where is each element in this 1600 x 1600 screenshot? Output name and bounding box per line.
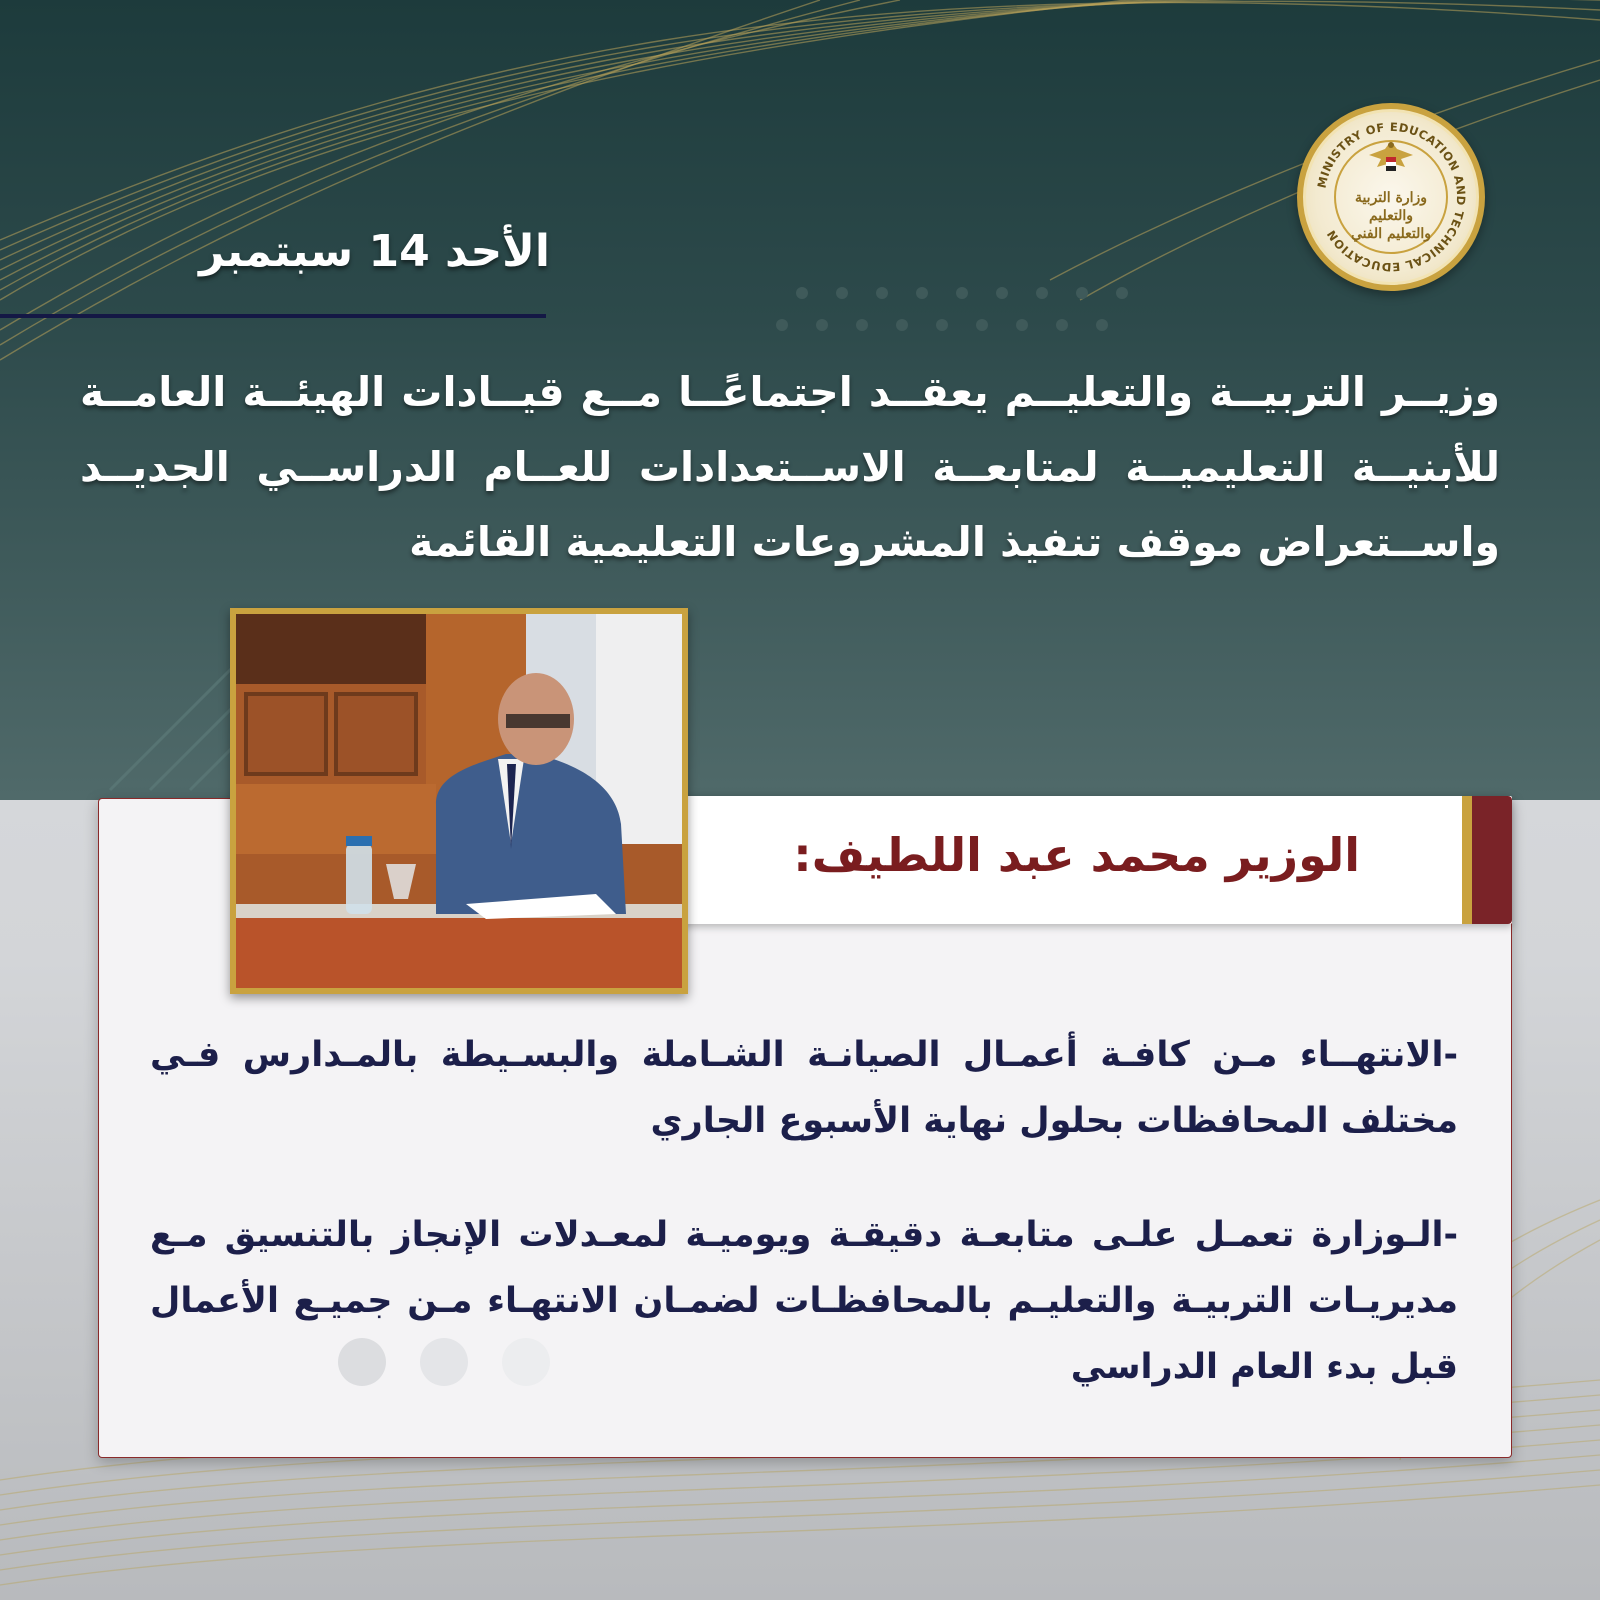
minister-photo-frame bbox=[230, 608, 688, 994]
seal-arabic-text: وزارة التربية والتعليم والتعليم الفني bbox=[1350, 190, 1432, 242]
eagle-emblem-icon bbox=[1369, 141, 1413, 171]
seal-english-text: MINISTRY OF EDUCATION AND TECHNICAL EDUCATION bbox=[1314, 119, 1469, 275]
date-underline bbox=[0, 314, 546, 318]
headline: وزيــر التربيــة والتعليــم يعقــد اجتماعًــا مــع قيــادات الهيئــة العامــة للأبنيــة التعليميــة لمتابعــة الاســتعدادات للعــام الدراســي الجديــد واســتعراض موقف تنفيذ المشروعات التعليمية القائمة bbox=[80, 368, 1500, 566]
gray-dots-decoration bbox=[336, 1336, 556, 1390]
minister-photo bbox=[236, 614, 682, 988]
dot-pattern-decoration bbox=[770, 283, 1130, 343]
list-item: -الـوزارة تعمـل علـى متابعـة دقيقـة ويوميـة لمعـدلات الإنجاز بالتنسيق مـع مديريـات التربيـة والتعليـم بالمحافظـات لضمـان الانتهـاء مـن جميـع الأعمال قبل بدء العام الدراسي bbox=[150, 1215, 1458, 1387]
date-label: الأحد 14 سبتمبر bbox=[199, 226, 550, 277]
minister-name: الوزير محمد عبد اللطيف: bbox=[793, 828, 1360, 882]
name-bar-maroon-accent bbox=[1472, 796, 1512, 924]
name-bar-gold-accent bbox=[1462, 796, 1472, 924]
ministry-seal-logo bbox=[1297, 103, 1485, 291]
list-item: -الانتهــاء مـن كافـة أعمـال الصيانـة الشـاملة والبسـيطة بالمـدارس فـي مختلف المحافظات بحلول نهاية الأسبوع الجاري bbox=[150, 1035, 1458, 1141]
